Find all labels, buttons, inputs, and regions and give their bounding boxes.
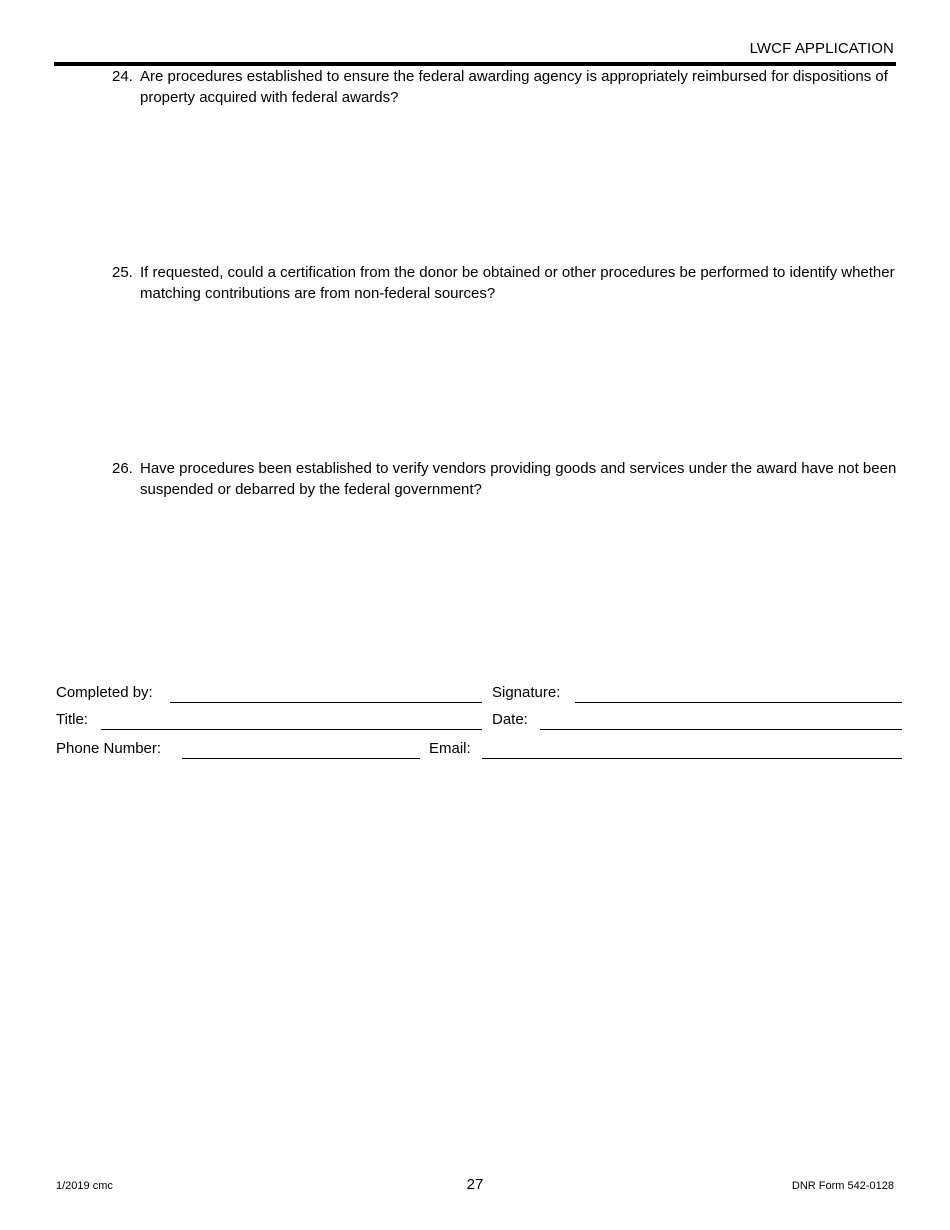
email-field[interactable]	[482, 758, 902, 759]
title-field[interactable]	[101, 729, 482, 730]
question-text: Are procedures established to ensure the federal awarding agency is appropriately reimbursed for dispositions of property acquired with federal awards?	[140, 68, 888, 106]
page-number-text: 27	[466, 1176, 484, 1193]
completed-by-field[interactable]	[170, 702, 482, 703]
signature-field[interactable]	[575, 702, 902, 703]
signature-label: Signature:	[492, 684, 561, 701]
title-label: Title:	[56, 711, 88, 728]
footer-revision: 1/2019 cmc	[56, 1180, 113, 1192]
footer-form-number: DNR Form 542-0128	[791, 1180, 894, 1192]
question-number: 24.	[112, 68, 133, 85]
header-title-text: LWCF APPLICATION	[749, 40, 894, 57]
completed-by-label: Completed by:	[56, 684, 153, 701]
email-label: Email:	[429, 740, 471, 757]
question-number: 25.	[112, 264, 133, 281]
question-number: 26.	[112, 460, 133, 477]
header-title	[750, 40, 894, 57]
phone-field[interactable]	[182, 758, 420, 759]
question-text: If requested, could a certification from the donor be obtained or other procedures be performed to identify whether matching contributions are from non-federal sources?	[140, 264, 895, 302]
date-label: Date:	[492, 711, 528, 728]
question-text: Have procedures been established to verify vendors providing goods and services under the award have not been suspended or debarred by the federal government?	[140, 460, 897, 498]
date-field[interactable]	[540, 729, 902, 730]
phone-label: Phone Number:	[56, 740, 162, 757]
